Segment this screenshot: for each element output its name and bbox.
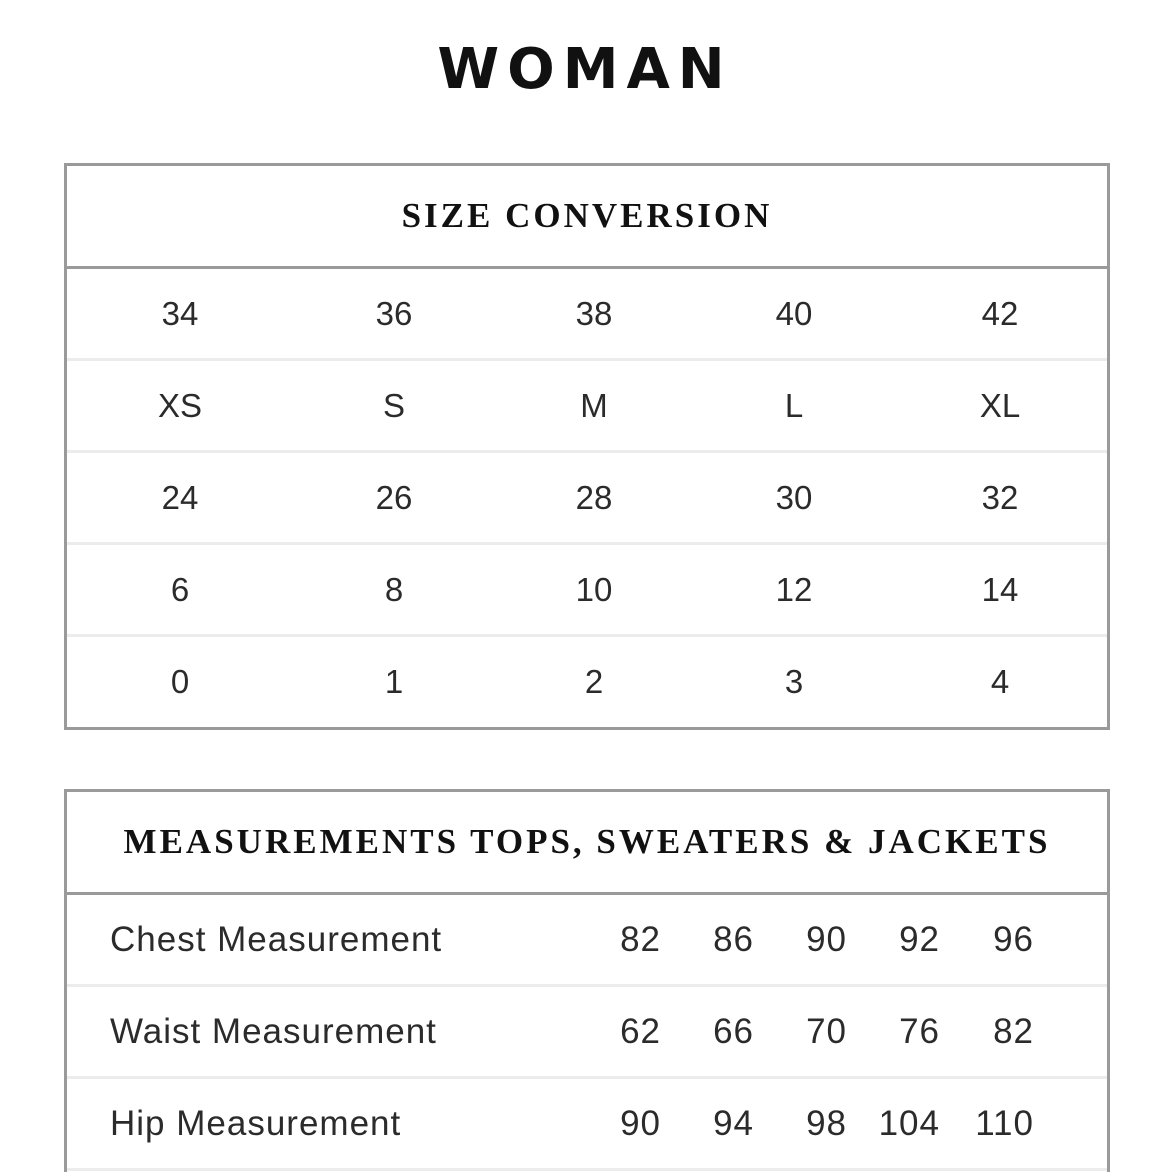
measurement-value: 86	[713, 919, 754, 959]
size-cell: 30	[775, 478, 813, 516]
measurement-value: 92	[899, 919, 940, 959]
size-cell: 4	[990, 663, 1010, 700]
size-cell: 34	[161, 294, 199, 332]
size-row-letter	[67, 361, 1107, 453]
measurement-value: 104	[878, 1103, 940, 1143]
size-cell: 8	[384, 570, 404, 608]
size-cell: 28	[575, 478, 613, 516]
measurement-label: Chest Measurement	[110, 919, 443, 959]
size-cell: 2	[584, 663, 604, 700]
size-row-us	[67, 545, 1107, 637]
measurement-value: 94	[713, 1103, 754, 1143]
size-cell: M	[580, 386, 608, 424]
size-cell: 42	[981, 294, 1019, 332]
size-cell: 3	[784, 663, 804, 700]
page-title: WOMAN	[437, 37, 733, 102]
measurement-value: 82	[620, 919, 661, 959]
size-cell: 1	[384, 663, 404, 700]
measurement-value: 90	[620, 1103, 661, 1143]
size-cell: XL	[979, 386, 1021, 424]
measurement-label: Waist Measurement	[110, 1011, 437, 1051]
size-cell: XS	[157, 386, 203, 424]
size-cell: 0	[170, 663, 190, 700]
size-row-numeric	[67, 637, 1107, 727]
size-row-eu	[67, 269, 1107, 361]
measurement-label: Hip Measurement	[110, 1103, 402, 1143]
measurements-header: MEASUREMENTS TOPS, SWEATERS & JACKETS	[67, 792, 1107, 895]
measurement-value: 82	[993, 1011, 1034, 1051]
size-cell: 24	[161, 478, 199, 516]
measurement-value: 62	[620, 1011, 661, 1051]
size-row-waist	[67, 453, 1107, 545]
size-cell: 6	[170, 570, 190, 608]
measurement-value: 96	[993, 919, 1034, 959]
size-conversion-table	[64, 163, 1110, 730]
measurement-row-hip	[67, 1079, 1107, 1171]
measurement-value: 110	[975, 1103, 1034, 1143]
size-cell: 40	[775, 294, 813, 332]
size-conversion-header: SIZE CONVERSION	[67, 166, 1107, 269]
measurement-value: 66	[713, 1011, 754, 1051]
measurement-value: 90	[806, 919, 847, 959]
size-cell: L	[784, 386, 804, 424]
size-cell: 12	[775, 570, 813, 608]
size-cell: 14	[981, 570, 1019, 608]
measurement-row-chest	[67, 895, 1107, 987]
size-cell: 10	[575, 570, 613, 608]
size-cell: 32	[981, 478, 1019, 516]
measurement-row-waist	[67, 987, 1107, 1079]
size-cell: 36	[375, 294, 413, 332]
size-cell: S	[382, 386, 405, 424]
measurement-value: 98	[806, 1103, 847, 1143]
measurement-value: 76	[899, 1011, 940, 1051]
measurement-value: 70	[806, 1011, 847, 1051]
size-cell: 38	[575, 294, 613, 332]
size-cell: 26	[375, 478, 413, 516]
measurements-table	[64, 789, 1110, 1172]
